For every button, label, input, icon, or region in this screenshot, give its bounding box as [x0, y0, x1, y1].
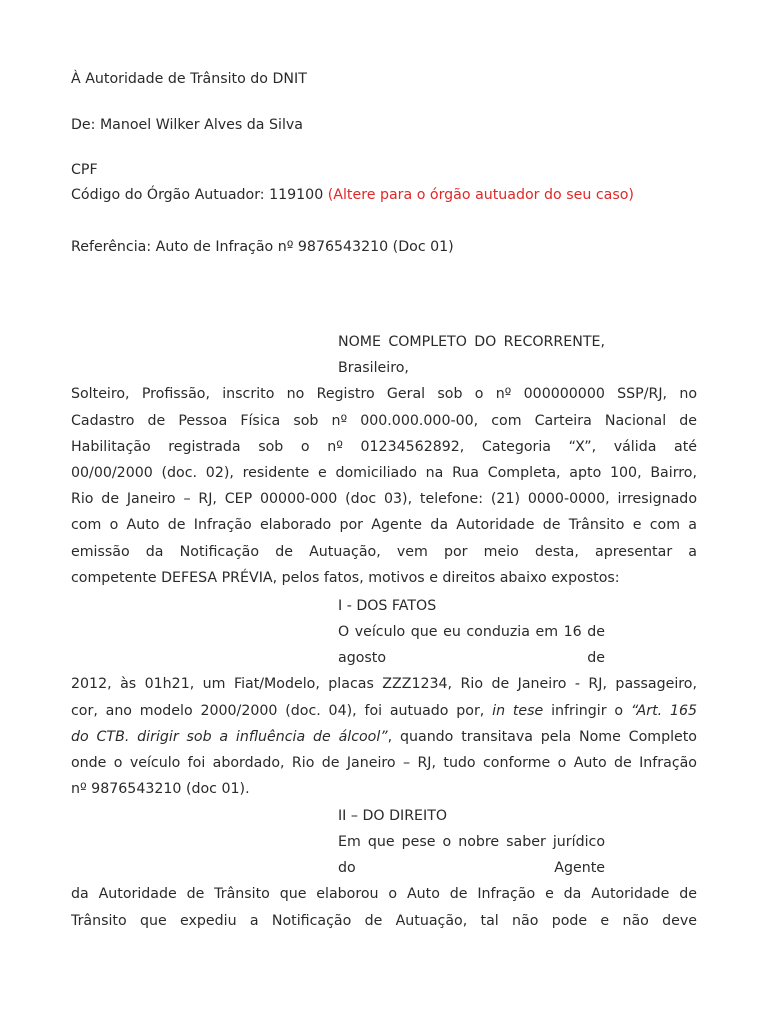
law-paragraph	[71, 829, 697, 934]
facts-line	[71, 724, 697, 750]
intro-line: Habilitação registrada sob o nº 01234562892, Categoria “X”, válida até	[71, 438, 697, 455]
facts-paragraph	[71, 619, 697, 802]
section-heading-facts: I - DOS FATOS	[338, 598, 437, 614]
intro-line: competente DEFESA PRÉVIA, pelos fatos, motivos e direitos abaixo expostos:	[71, 569, 620, 586]
intro-paragraph	[71, 329, 697, 591]
intro-line: Cadastro de Pessoa Física sob nº 000.000.000-00, com Carteira Nacional de	[71, 412, 697, 429]
sender-line: De: Manoel Wilker Alves da Silva	[71, 117, 303, 133]
organ-code-note: (Altere para o órgão autuador do seu caso)	[327, 187, 634, 203]
organ-code-line	[71, 185, 634, 205]
facts-italic-text: do CTB. dirigir sob a influência de álcool”	[71, 728, 388, 745]
intro-line: emissão da Notificação de Autuação, vem por meio desta, apresentar a	[71, 543, 697, 560]
law-line: da Autoridade de Trânsito que elaborou o Auto de Infração e da Autoridade de	[71, 886, 697, 903]
organ-code-text: Código do Órgão Autuador: 119100	[71, 187, 324, 203]
reference-line: Referência: Auto de Infração nº 9876543210 (Doc 01)	[71, 239, 454, 255]
facts-text: infringir o	[551, 702, 624, 719]
facts-line: onde o veículo foi abordado, Rio de Janeiro – RJ, tudo conforme o Auto de Infração	[71, 754, 697, 771]
intro-line: Solteiro, Profissão, inscrito no Registro Geral sob o nº 000000000 SSP/RJ, no	[71, 386, 697, 403]
facts-text: , quando transitava pela Nome Completo	[387, 728, 697, 745]
facts-line: nº 9876543210 (doc 01).	[71, 781, 250, 798]
intro-line: 00/00/2000 (doc. 02), residente e domiciliado na Rua Completa, apto 100, Bairro,	[71, 464, 697, 481]
facts-text: cor, ano modelo 2000/2000 (doc. 04), foi autuado por,	[71, 702, 485, 719]
law-line: Em que pese o nobre saber jurídico do Agente	[338, 834, 605, 877]
cpf-line: CPF	[71, 162, 98, 178]
intro-line: Rio de Janeiro – RJ, CEP 00000-000 (doc 03), telefone: (21) 0000-0000, irresignado	[71, 491, 697, 508]
intro-line: com o Auto de Infração elaborado por Agente da Autoridade de Trânsito e com a	[71, 517, 697, 534]
facts-line	[71, 698, 697, 724]
intro-line: NOME COMPLETO DO RECORRENTE, Brasileiro,	[338, 334, 605, 377]
facts-line: O veículo que eu conduzia em 16 de agosto de	[338, 624, 605, 667]
facts-line: 2012, às 01h21, um Fiat/Modelo, placas ZZZ1234, Rio de Janeiro - RJ, passageiro,	[71, 676, 697, 693]
addressee-line: À Autoridade de Trânsito do DNIT	[71, 71, 307, 87]
facts-italic-text: in tese	[492, 702, 544, 719]
section-heading-law: II – DO DIREITO	[338, 808, 448, 824]
facts-italic-text: “Art. 165	[630, 702, 698, 719]
law-line: Trânsito que expediu a Notificação de Autuação, tal não pode e não deve	[71, 912, 697, 929]
